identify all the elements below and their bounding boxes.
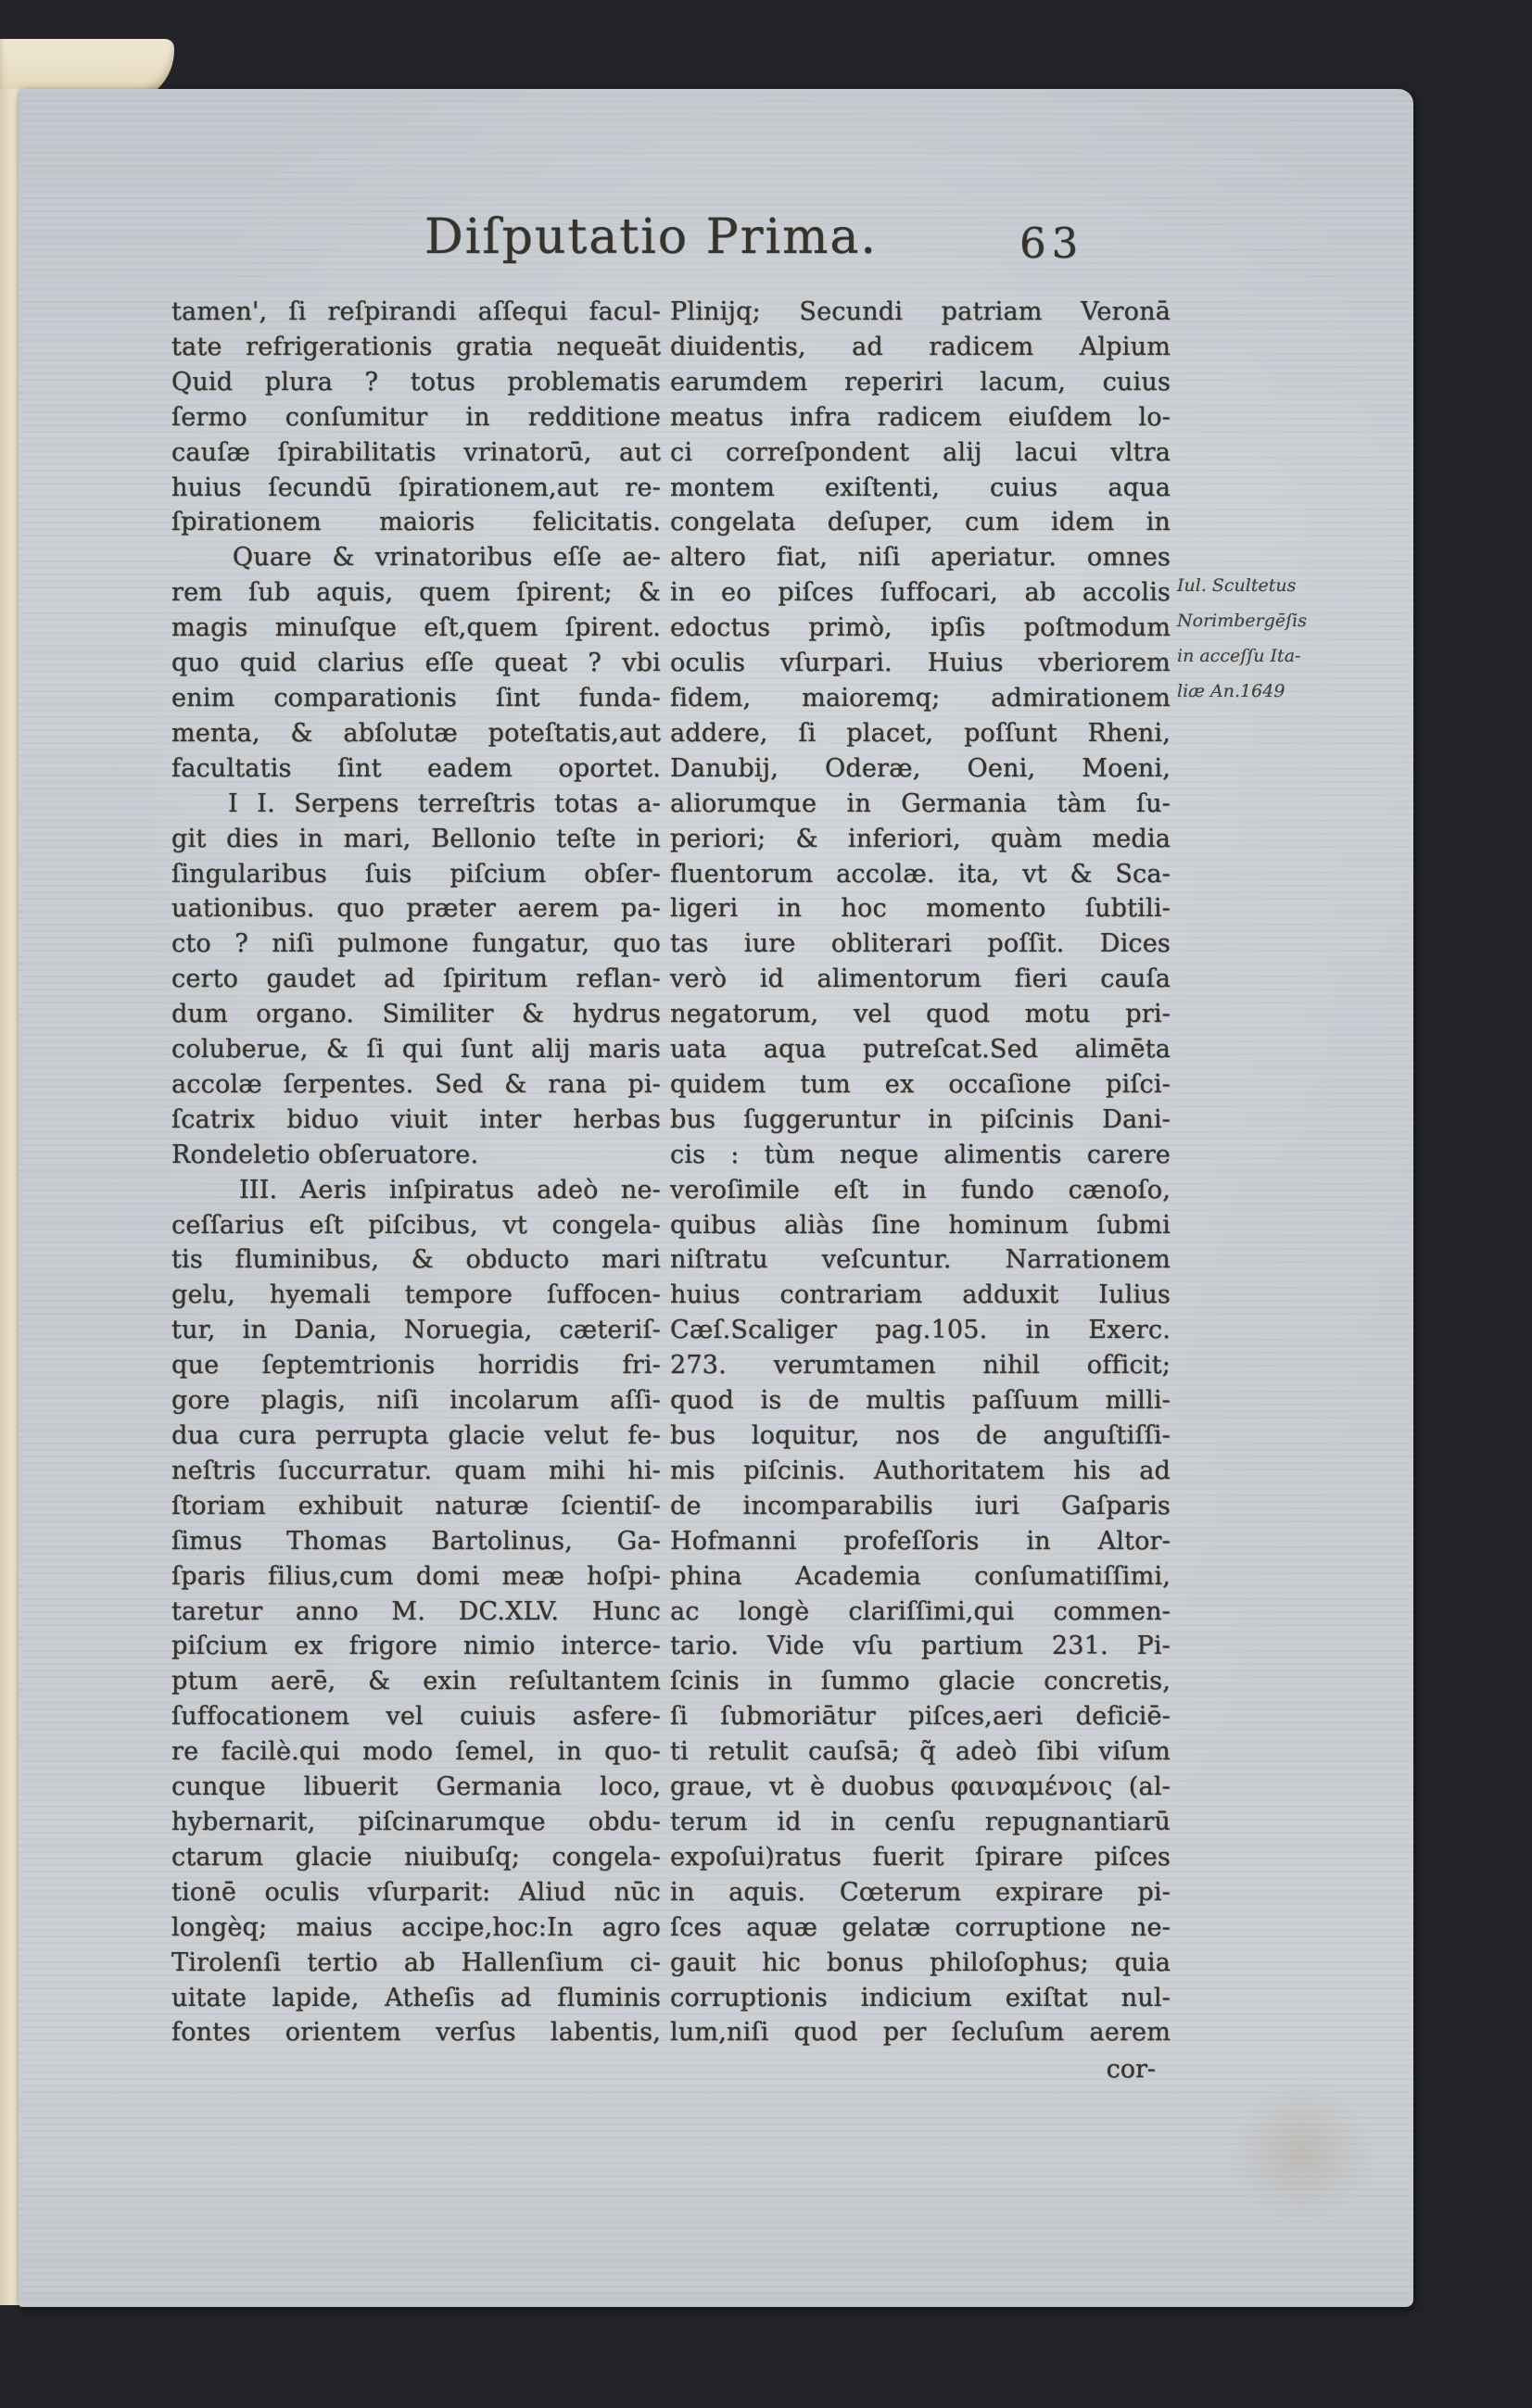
- page-header-title: Diſputatio Prima.: [424, 209, 878, 265]
- page-scan: [19, 89, 1413, 2307]
- text-column-right: Plinijq; Secundi patriam Veronā diuidentis, ad radicem Alpium earumdem reperiri lacum, cuius meatus infra radicem eiuſdem lo- ci correſpondent alij lacui vltra montem exiſtenti, cuius aqua congelata deſuper, cum idem in altero fiat, niſi aperiatur. omnes in eo piſces ſuffocari, ab accolis edoctus primò, ipſis poſtmodum oculis vſurpari. Huius vberiorem fidem, maioremq; admirationem addere, ſi placet, poſſunt Rheni, Danubij, Oderæ, Oeni, Moeni, aliorumque in Germania tàm ſu- periori; & inferiori, quàm media fluentorum accolæ. ita, vt & Sca- ligeri in hoc momento ſubtili- tas iure obliterari poſſit. Dices verò id alimentorum fieri cauſa negatorum, vel quod motu pri- uata aqua putreſcat.Sed alimēta quidem tum ex occaſione piſci- bus ſuggeruntur in piſcinis Dani- cis : tùm neque alimentis carere veroſimile eſt in fundo cænoſo, quibus aliàs ſine hominum ſubmi niſtratu veſcuntur. Narrationem huius contrariam adduxit Iulius Cæſ.Scaliger pag.105. in Exerc. 273. verumtamen nihil officit; quod is de multis paſſuum milli- bus loquitur, nos de anguſtiſſi- mis piſcinis. Authoritatem his ad de incomparabilis iuri Gaſparis Hofmanni profeſſoris in Altor- phina Academia conſumatiſſimi, ac longè clariſſimi,qui commen- tario. Vide vſu partium 231. Pi- ſcinis in ſummo glacie concretis, ſi ſubmoriātur piſces,aeri deficiē- ti retulit cauſsā; q̃ adeò ſibi viſum graue, vt è duobus φαιναμένοις (al- terum id in cenſu repugnantiarū expoſui)ratus fuerit ſpirare piſces in aquis. Cœterum expirare pi- ſces aquæ gelatæ corruptione ne- gauit hic bonus philoſophus; quia corruptionis indicium exiſtat nul- lum,niſi quod per ſecluſum aerem: [670, 297, 1171, 2048]
- catchword: cor-: [1106, 2055, 1156, 2084]
- margin-note: Iul. Scultetus Norimbergēſis in acceſſu Ita- liæ An.1649: [1177, 575, 1307, 701]
- page-number: 63: [1019, 219, 1084, 268]
- text-column-left: tamen', ſi reſpirandi aſſequi facul- tate refrigerationis gratia nequeāt Quid plura ? totus problematis ſermo conſumitur in redditione cauſæ ſpirabilitatis vrinatorū, aut huius ſecundū ſpirationem,aut re- ſpirationem maioris felicitatis. Quare & vrinatoribus eſſe ae- rem ſub aquis, quem ſpirent; & magis minuſque eſt,quem ſpirent. quo quid clarius eſſe queat ? vbi enim comparationis ſint funda- menta, & abſolutæ poteſtatis,aut facultatis ſint eadem oportet. I I. Serpens terreſtris totas a- git dies in mari, Bellonio teſte in ſingularibus ſuis piſcium obſer- uationibus. quo præter aerem pa- cto ? niſi pulmone fungatur, quo certo gaudet ad ſpiritum reflan- dum organo. Similiter & hydrus coluberue, & ſi qui ſunt alij maris accolæ ſerpentes. Sed & rana pi- ſcatrix biduo viuit inter herbas Rondeletio obſeruatore. III. Aeris inſpiratus adeò ne- ceſſarius eſt piſcibus, vt congela- tis fluminibus, & obducto mari gelu, hyemali tempore ſuffocen- tur, in Dania, Noruegia, cæteriſ- que ſeptemtrionis horridis fri- gore plagis, niſi incolarum aſſi- dua cura perrupta glacie velut fe- neſtris ſuccurratur. quam mihi hi- ſtoriam exhibuit naturæ ſcientiſ- ſimus Thomas Bartolinus, Ga- ſparis filius,cum domi meæ hoſpi- taretur anno M. DC.XLV. Hunc piſcium ex frigore nimio interce- ptum aerē, & exin reſultantem ſuffocationem vel cuiuis asfere- re facilè.qui modo ſemel, in quo- cunque libuerit Germania loco, hybernarit, piſcinarumque obdu- ctarum glacie niuibuſq; congela- tionē oculis vſurparit: Aliud nūc longèq; maius accipe,hoc:In agro Tirolenſi tertio ab Hallenſium ci- uitate lapide, Atheſis ad fluminis fontes orientem verſus labentis,: [171, 297, 661, 2048]
